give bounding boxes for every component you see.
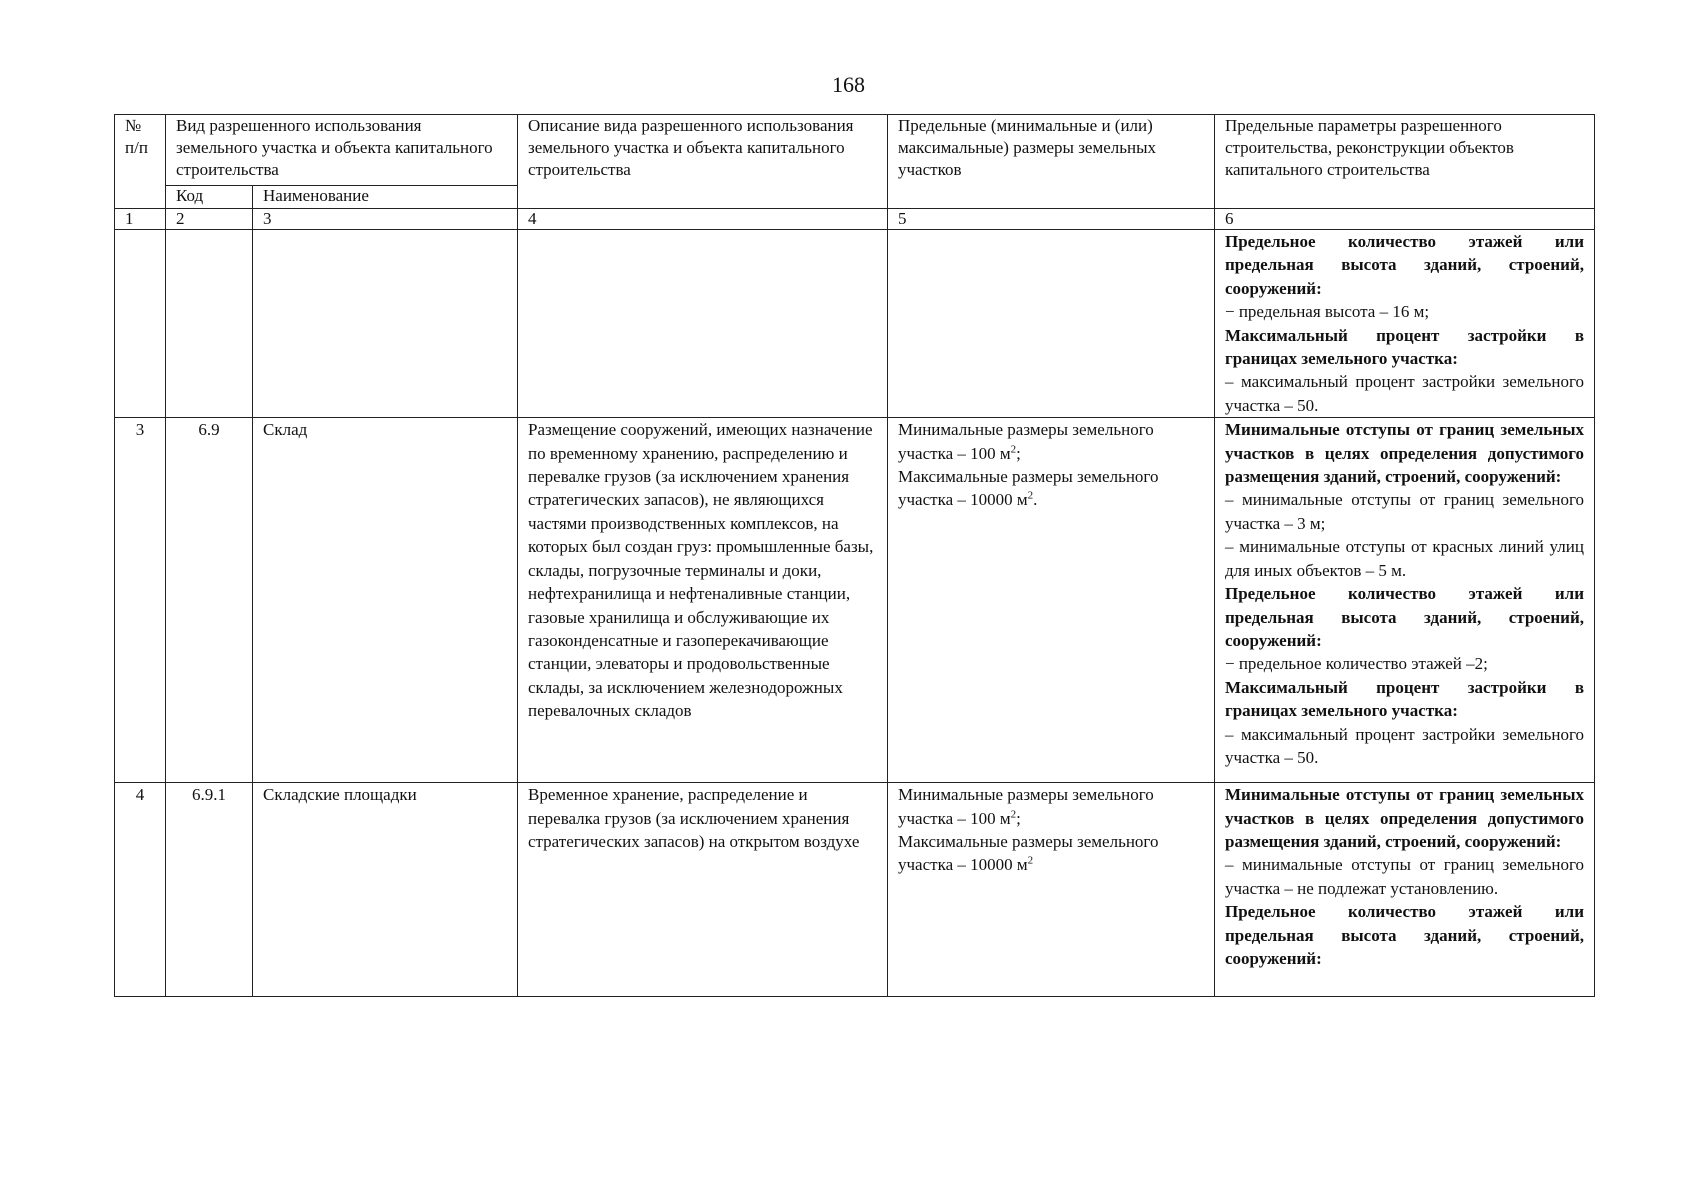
param-heading: Предельное количество этажей или предельная высота зданий, строений, сооружений: xyxy=(1225,584,1584,650)
column-number: 3 xyxy=(253,209,518,230)
param-item: – минимальные отступы от границ земельного участка – не подлежат установлению. xyxy=(1225,855,1584,898)
param-heading: Максимальный процент застройки в границах земельного участка: xyxy=(1225,325,1584,369)
table-row xyxy=(115,783,1595,997)
column-number: 2 xyxy=(166,209,253,230)
row-sizes xyxy=(888,230,1215,418)
param-item: − предельная высота – 16 м; xyxy=(1225,302,1430,322)
param-heading: Максимальный процент застройки в границах земельного участка: xyxy=(1225,677,1584,721)
header-name: Наименование xyxy=(253,186,518,209)
param-item: – максимальный процент застройки земельного участка – 50. xyxy=(1225,724,1584,767)
row-code: 6.9 xyxy=(166,418,253,783)
header-code: Код xyxy=(166,186,253,209)
table-row xyxy=(115,230,1595,418)
column-number: 1 xyxy=(115,209,166,230)
row-num: 4 xyxy=(115,783,166,997)
column-number: 5 xyxy=(888,209,1215,230)
row-code xyxy=(166,230,253,418)
row-name xyxy=(253,230,518,418)
header-row-1 xyxy=(115,115,1595,186)
max-size-text: Максимальные размеры земельного участка – 10000 $м^2$ xyxy=(898,832,1159,875)
header-sizes: Предельные (минимальные и (или) максимальные) размеры земельных участков xyxy=(888,115,1215,209)
min-size-text: Минимальные размеры земельного участка – 100 $м^2$; xyxy=(898,420,1154,463)
param-heading: Минимальные отступы от границ земельных участков в целях определения допустимого размещения зданий, строений, сооружений: xyxy=(1225,420,1584,487)
row-code: 6.9.1 xyxy=(166,783,253,997)
page-number: 168 xyxy=(832,72,865,97)
row-description: Временное хранение, распределение и перевалка грузов (за исключением хранения стратегических запасов) на открытом воздухе xyxy=(518,783,888,997)
header-usage-type: Вид разрешенного использования земельного участка и объекта капитального строительства xyxy=(166,115,518,186)
param-item: – минимальные отступы от границ земельного участка – 3 м; xyxy=(1225,490,1584,533)
param-heading: Предельное количество этажей или предельная высота зданий, строений, сооружений: xyxy=(1225,902,1584,969)
header-params: Предельные параметры разрешенного строительства, реконструкции объектов капитального строительства xyxy=(1215,115,1595,209)
zoning-table xyxy=(114,114,1595,997)
row-num: 3 xyxy=(115,418,166,783)
max-size-text: Максимальные размеры земельного участка – 10000 $м^2$. xyxy=(898,467,1159,510)
row-sizes xyxy=(888,418,1215,783)
param-heading: Предельное количество этажей или предельная высота зданий, строений, сооружений: xyxy=(1225,232,1584,298)
row-params xyxy=(1215,230,1595,418)
row-sizes xyxy=(888,783,1215,997)
param-heading: Минимальные отступы от границ земельных участков в целях определения допустимого размещения зданий, строений, сооружений: xyxy=(1225,785,1584,852)
column-number-row xyxy=(115,209,1595,230)
row-params xyxy=(1215,783,1595,997)
param-item: – максимальный процент застройки земельного участка – 50. xyxy=(1225,372,1584,415)
min-size-text: Минимальные размеры земельного участка – 100 $м^2$; xyxy=(898,785,1154,828)
table-body xyxy=(115,230,1595,997)
header-num: № п/п xyxy=(115,115,166,209)
row-name: Складские площадки xyxy=(253,783,518,997)
param-item: – минимальные отступы от красных линий улиц для иных объектов – 5 м. xyxy=(1225,537,1584,580)
row-params xyxy=(1215,418,1595,783)
row-description: Размещение сооружений, имеющих назначение по временному хранению, распределению и перевалке грузов (за исключением хранения стратегических запасов), не являющихся частями производственных комплексов, на которых был создан груз: промышленные базы, склады, погрузочные терминалы и доки, нефтехранилища и нефтеналивные станции, газовые хранилища и обслуживающие их газоконденсатные и газоперекачивающие станции, элеваторы и продовольственные склады, за исключением железнодорожных перевалочных складов xyxy=(518,418,888,783)
row-description xyxy=(518,230,888,418)
row-name: Склад xyxy=(253,418,518,783)
param-item: − предельное количество этажей –2; xyxy=(1225,654,1488,674)
column-number: 4 xyxy=(518,209,888,230)
header-description: Описание вида разрешенного использования земельного участка и объекта капитального строительства xyxy=(518,115,888,209)
table-row xyxy=(115,418,1595,783)
row-num xyxy=(115,230,166,418)
column-number: 6 xyxy=(1215,209,1595,230)
